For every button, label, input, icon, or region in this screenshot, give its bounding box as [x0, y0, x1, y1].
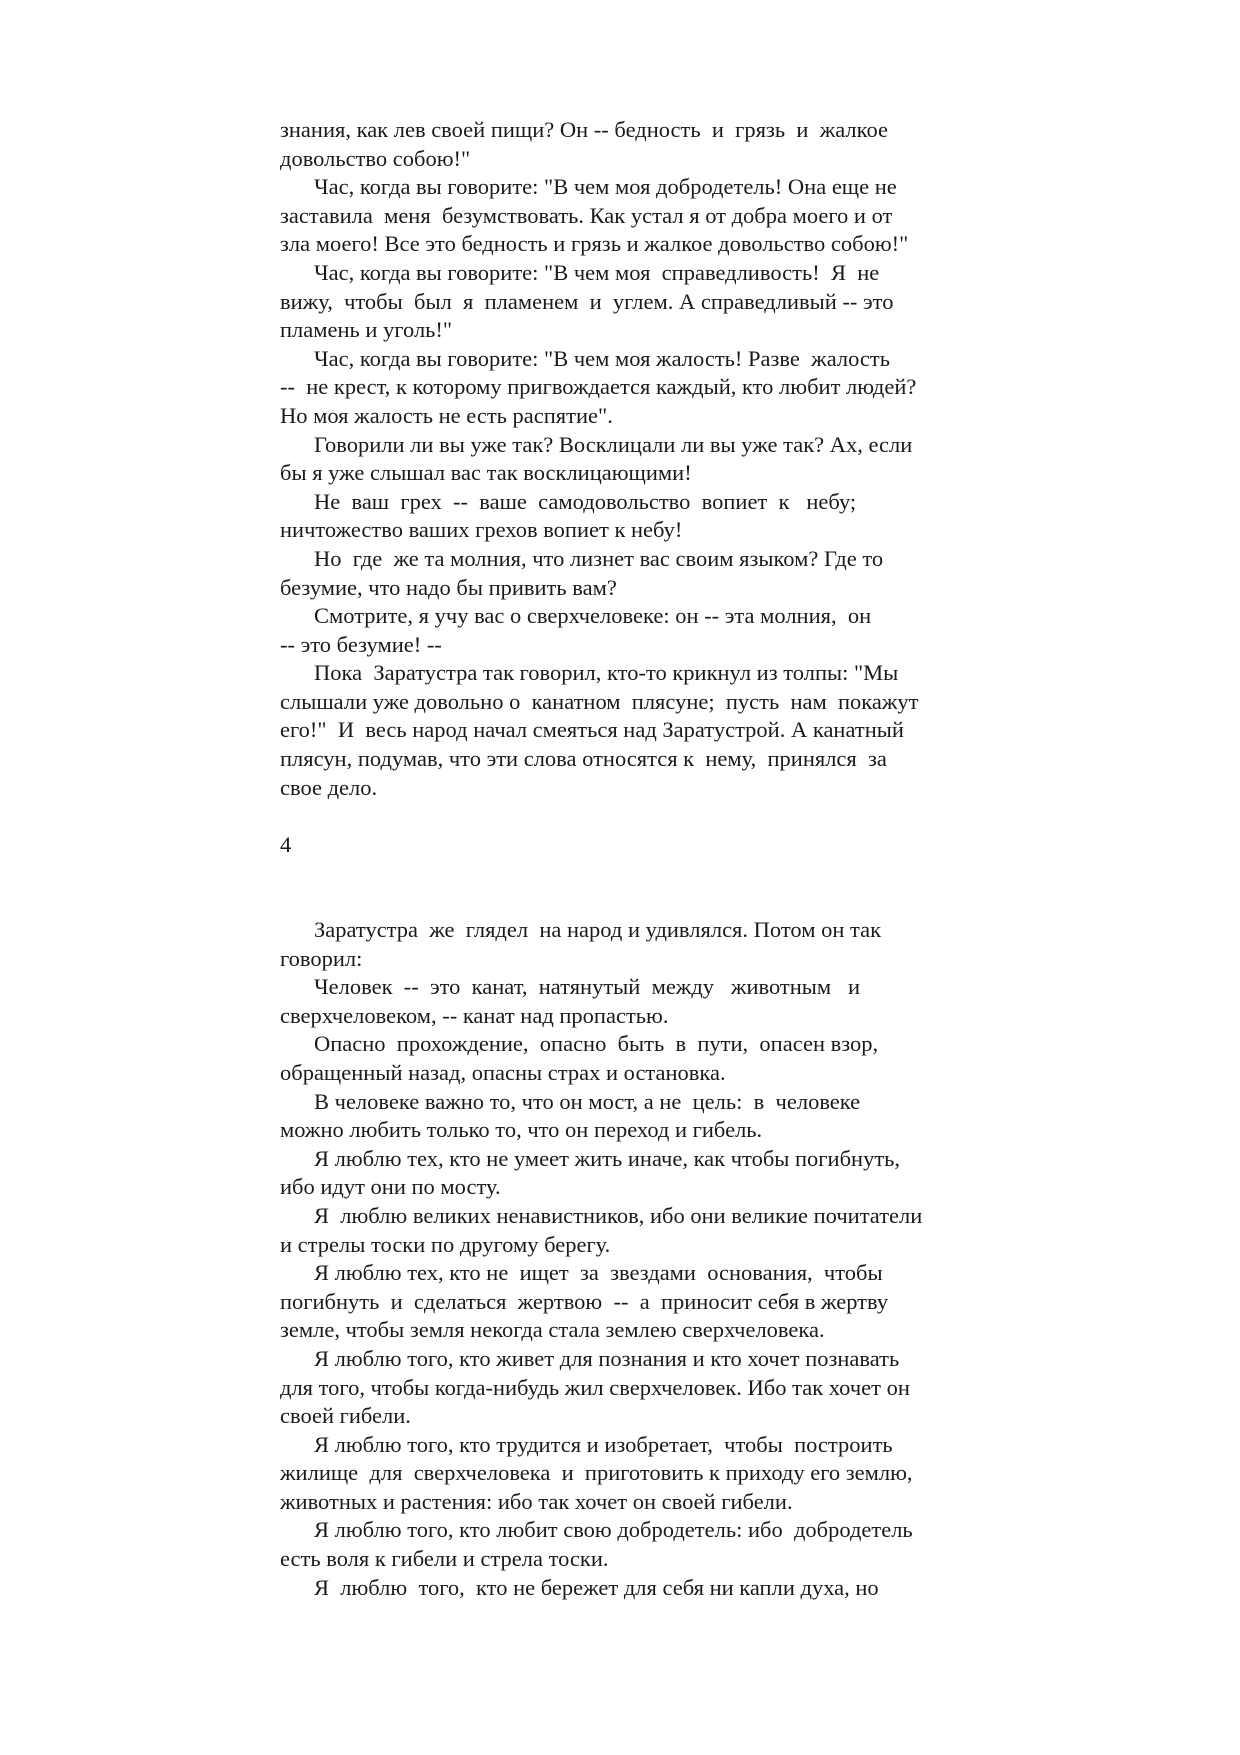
- text-line: заставила меня безумствовать. Как устал я от добра моего и от: [280, 202, 893, 228]
- text-line: его!" И весь народ начал смеяться над Заратустрой. А канатный: [280, 717, 904, 743]
- text-line: сверхчеловеком, -- канат над пропастью.: [280, 1002, 669, 1028]
- text-line: Заратустра же глядел на народ и удивлялся. Потом он так: [314, 917, 882, 942]
- section-number: 4: [280, 832, 292, 857]
- text-line: Пока Заратустра так говорил, кто-то крикнул из толпы: "Мы: [314, 660, 899, 686]
- text-line: Я люблю великих ненавистников, ибо они великие почитатели: [314, 1202, 923, 1228]
- text-line: Я люблю тех, кто не умеет жить иначе, как чтобы погибнуть,: [314, 1145, 901, 1171]
- text-line: -- это безумие! --: [280, 631, 442, 657]
- text-line: обращенный назад, опасны страх и остановка.: [280, 1059, 726, 1085]
- text-line: Я люблю того, кто любит свою добродетель: ибо добродетель: [314, 1517, 913, 1543]
- text-line: Не ваш грех -- ваше самодовольство вопиет к небу;: [314, 488, 857, 514]
- text-line: Час, когда вы говорите: "В чем моя добродетель! Она еще не: [314, 174, 897, 200]
- text-line: Я люблю того, кто трудится и изобретает, чтобы построить: [314, 1431, 893, 1457]
- text-line: земле, чтобы земля некогда стала землею сверхчеловека.: [280, 1317, 825, 1343]
- text-line: погибнуть и сделаться жертвою -- а приносит себя в жертву: [280, 1288, 889, 1314]
- text-line: Человек -- это канат, натянутый между животным и: [314, 974, 861, 1000]
- text-line: свое дело.: [280, 774, 378, 800]
- text-block-bottom: [280, 916, 1000, 1602]
- text-line: вижу, чтобы был я пламенем и углем. А справедливый -- это: [280, 288, 894, 314]
- text-line: слышали уже довольно о канатном плясуне; пусть нам покажут: [280, 688, 919, 714]
- text-line: и стрелы тоски по другому берегу.: [280, 1231, 611, 1257]
- text-line: В человеке важно то, что он мост, а не цель: в человеке: [314, 1088, 861, 1114]
- text-line: -- не крест, к которому пригвождается каждый, кто любит людей?: [280, 374, 917, 400]
- text-line: Говорили ли вы уже так? Восклицали ли вы уже так? Ах, если: [314, 431, 913, 457]
- text-line: бы я уже слышал вас так восклицающими!: [280, 460, 692, 486]
- text-line: Час, когда вы говорите: "В чем моя жалость! Разве жалость: [314, 345, 890, 371]
- text-line: зла моего! Все это бедность и грязь и жалкое довольство собою!": [280, 231, 909, 257]
- text-line: своей гибели.: [280, 1403, 411, 1429]
- text-line: Но где же та молния, что лизнет вас своим языком? Где то: [314, 545, 884, 571]
- text-line: Смотрите, я учу вас о сверхчеловеке: он -- эта молния, он: [314, 603, 872, 629]
- text-line: Я люблю того, кто живет для познания и кто хочет познавать: [314, 1345, 900, 1371]
- text-line: Но моя жалость не есть распятие".: [280, 402, 613, 428]
- text-line: плясун, подумав, что эти слова относятся к нему, принялся за: [280, 746, 887, 772]
- text-line: животных и растения: ибо так хочет он своей гибели.: [280, 1488, 793, 1514]
- text-line: ничтожество ваших грехов вопиет к небу!: [280, 517, 683, 543]
- text-line: пламень и уголь!": [280, 317, 453, 343]
- text-block-top: [280, 116, 1000, 802]
- text-line: есть воля к гибели и стрела тоски.: [280, 1546, 609, 1572]
- text-line: довольство собою!": [280, 145, 471, 171]
- text-line: безумие, что надо бы привить вам?: [280, 574, 617, 600]
- text-line: можно любить только то, что он переход и гибель.: [280, 1117, 763, 1143]
- text-line: говорил:: [280, 945, 363, 971]
- text-line: Опасно прохождение, опасно быть в пути, опасен взор,: [314, 1031, 879, 1057]
- text-line: Час, когда вы говорите: "В чем моя справедливость! Я не: [314, 259, 880, 285]
- text-line: для того, чтобы когда-нибудь жил сверхчеловек. Ибо так хочет он: [280, 1374, 910, 1400]
- text-line: жилище для сверхчеловека и приготовить к приходу его землю,: [280, 1460, 913, 1486]
- text-line: Я люблю того, кто не бережет для себя ни капли духа, но: [314, 1574, 879, 1600]
- text-line: знания, как лев своей пищи? Он -- бедность и грязь и жалкое: [280, 117, 888, 142]
- text-line: Я люблю тех, кто не ищет за звездами основания, чтобы: [314, 1260, 883, 1286]
- text-line: ибо идут они по мосту.: [280, 1174, 501, 1200]
